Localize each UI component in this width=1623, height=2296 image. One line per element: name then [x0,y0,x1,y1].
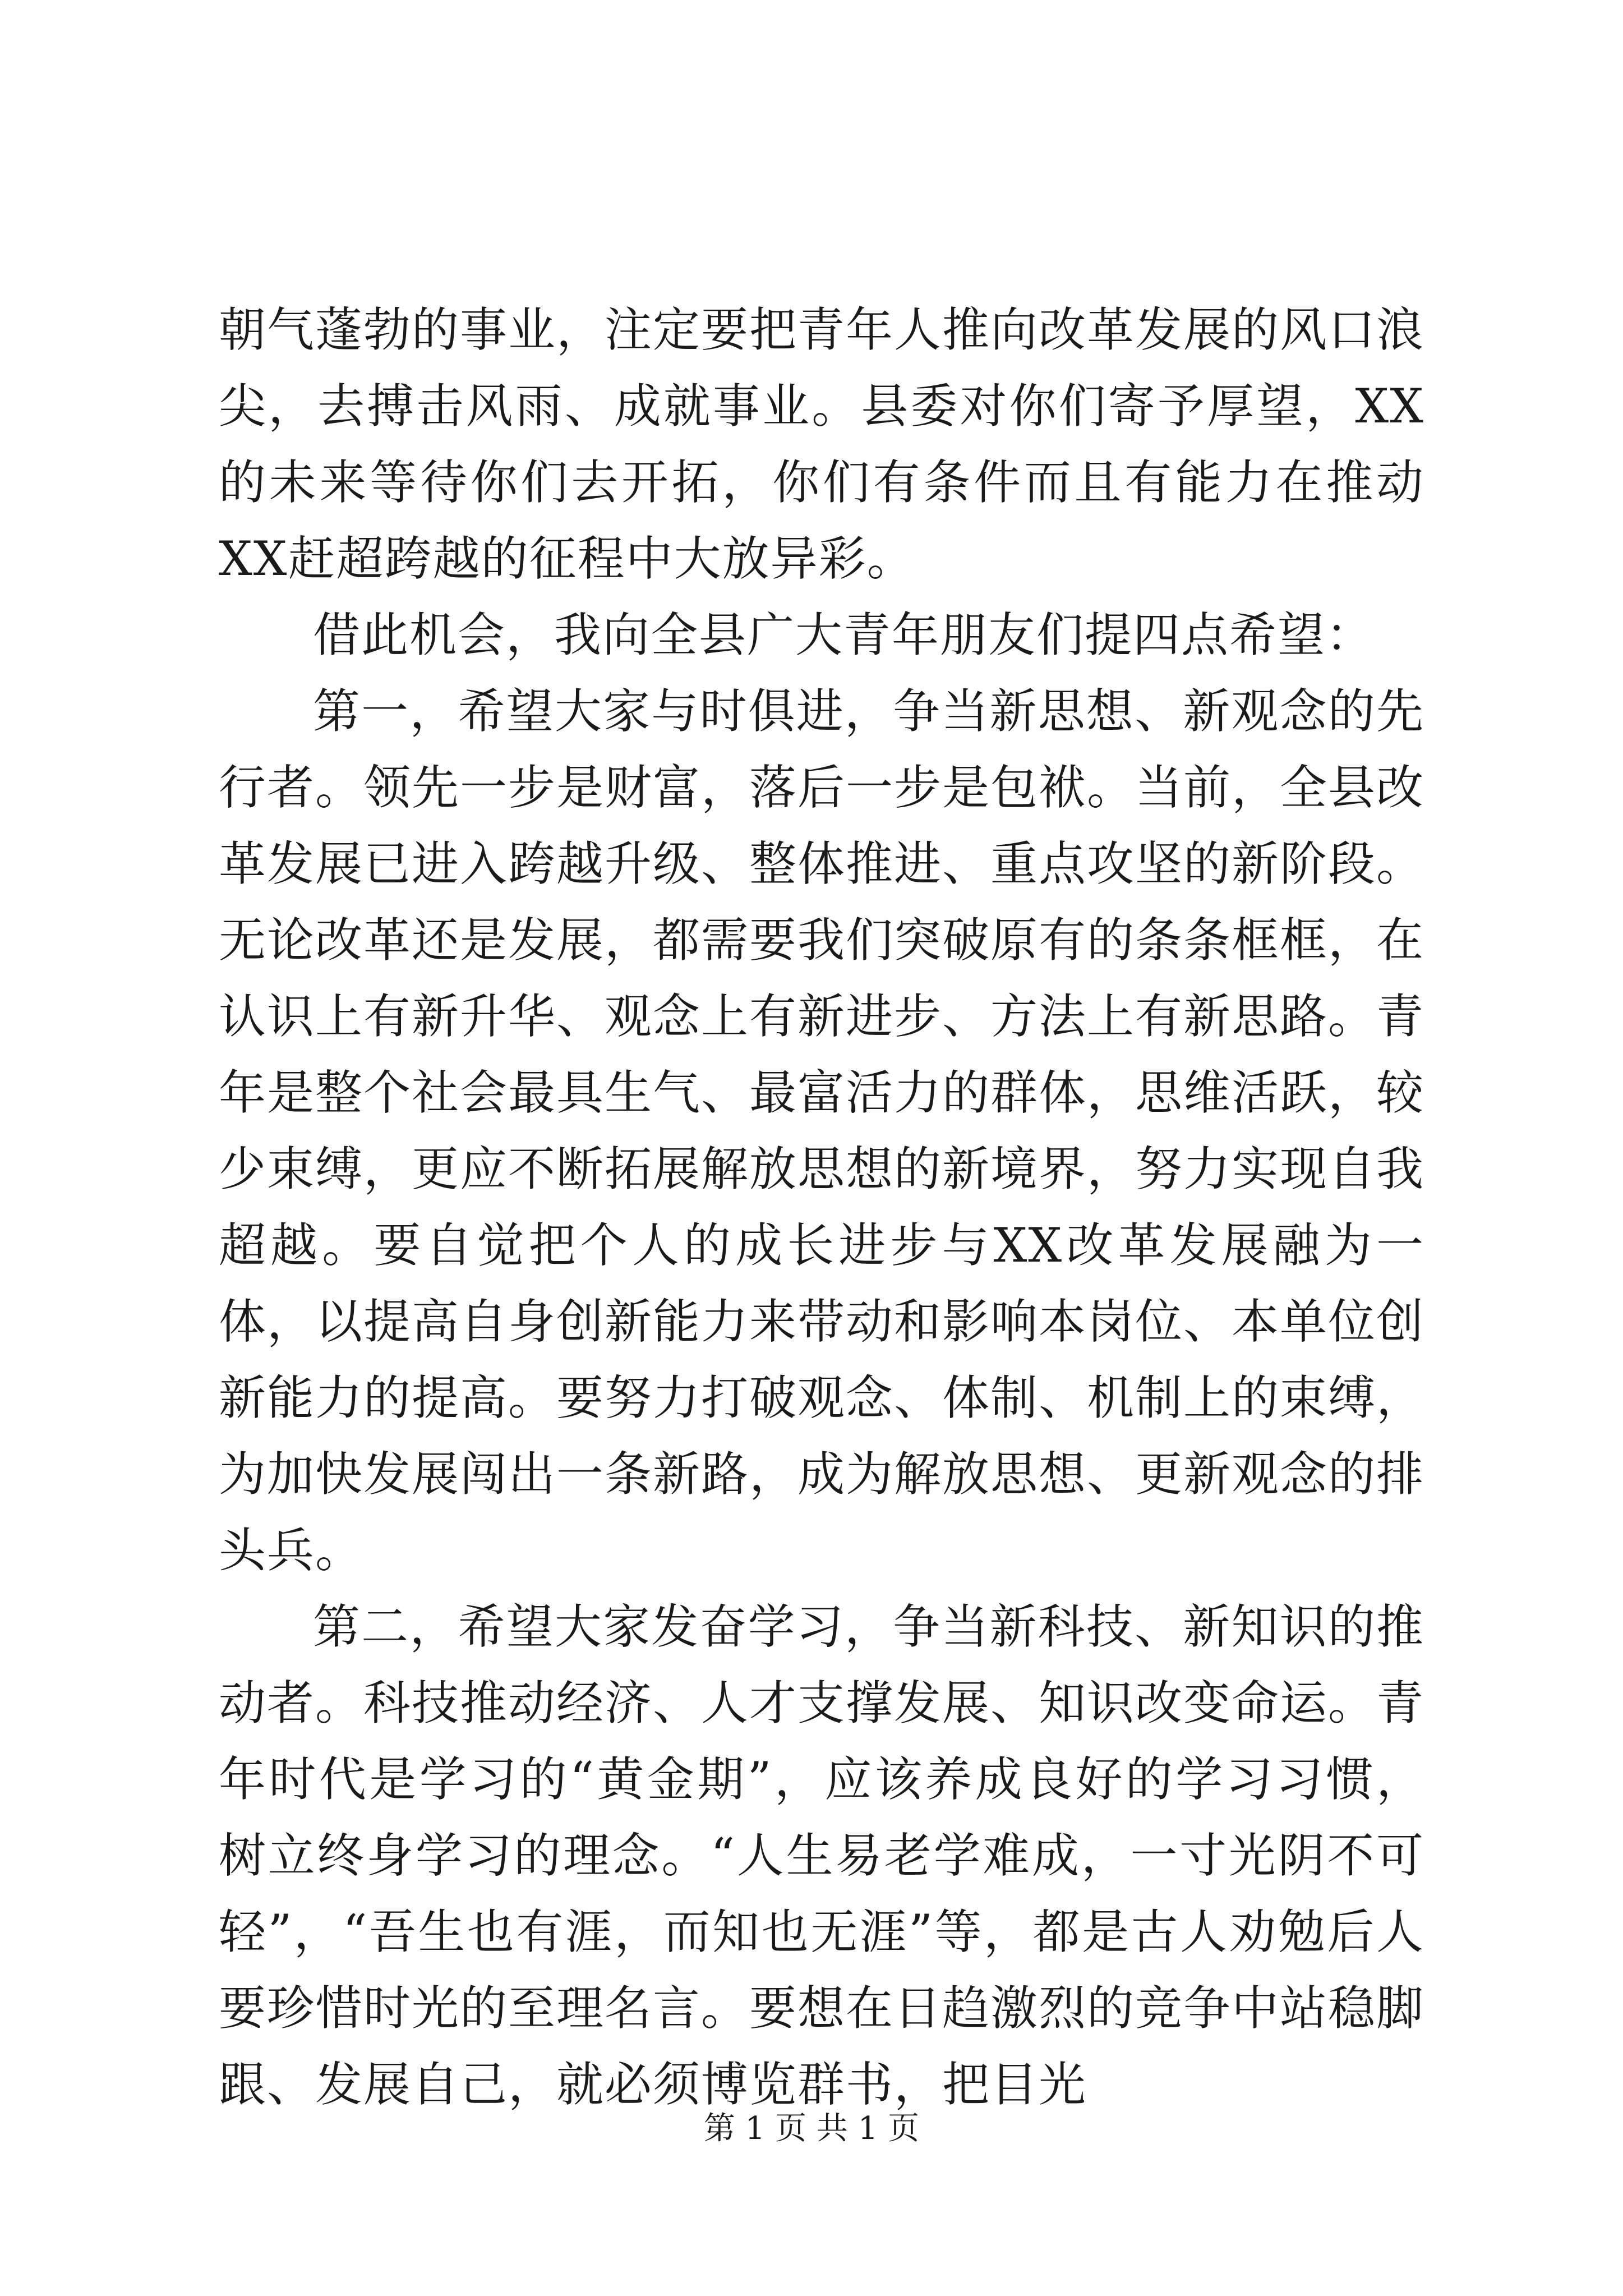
paragraph-2: 借此机会，我向全县广大青年朋友们提四点希望： [313,608,1375,662]
paragraph-4: 第二，希望大家发奋学习，争当新科技、新知识的推动者。科技推动经济、人才支撑发展、知识改变命运。青年时代是学习的“黄金期”，应该养成良好的学习习惯，树立终身学习的理念。“人生易老学难成，一寸光阴不可轻”，“吾生也有涯，而知也无涯”等，都是古人劝勉后人要珍惜时光的至理名言。要想在日趋激烈的竞争中站稳脚跟、发展自己，就必须博览群书，把目光 [219,1599,1425,2112]
page-footer: 第 1 页 共 1 页 [703,2110,920,2147]
paragraph-1: 朝气蓬勃的事业，注定要把青年人推向改革发展的风口浪尖，去搏击风雨、成就事业。县委对你们寄予厚望，XX的未来等待你们去开拓，你们有条件而且有能力在推动XX赶超跨越的征程中大放异彩。 [219,302,1425,586]
document-body [219,292,1424,2123]
paragraph-3: 第一，希望大家与时俱进，争当新思想、新观念的先行者。领先一步是财富，落后一步是包袱。当前，全县改革发展已进入跨越升级、整体推进、重点攻坚的新阶段。无论改革还是发展，都需要我们突破原有的条条框框，在认识上有新升华、观念上有新进步、方法上有新思路。青年是整个社会最具生气、最富活力的群体，思维活跃，较少束缚，更应不断拓展解放思想的新境界，努力实现自我超越。要自觉把个人的成长进步与XX改革发展融为一体，以提高自身创新能力来带动和影响本岗位、本单位创新能力的提高。要努力打破观念、体制、机制上的束缚，为加快发展闯出一条新路，成为解放思想、更新观念的排头兵。 [219,684,1425,1578]
